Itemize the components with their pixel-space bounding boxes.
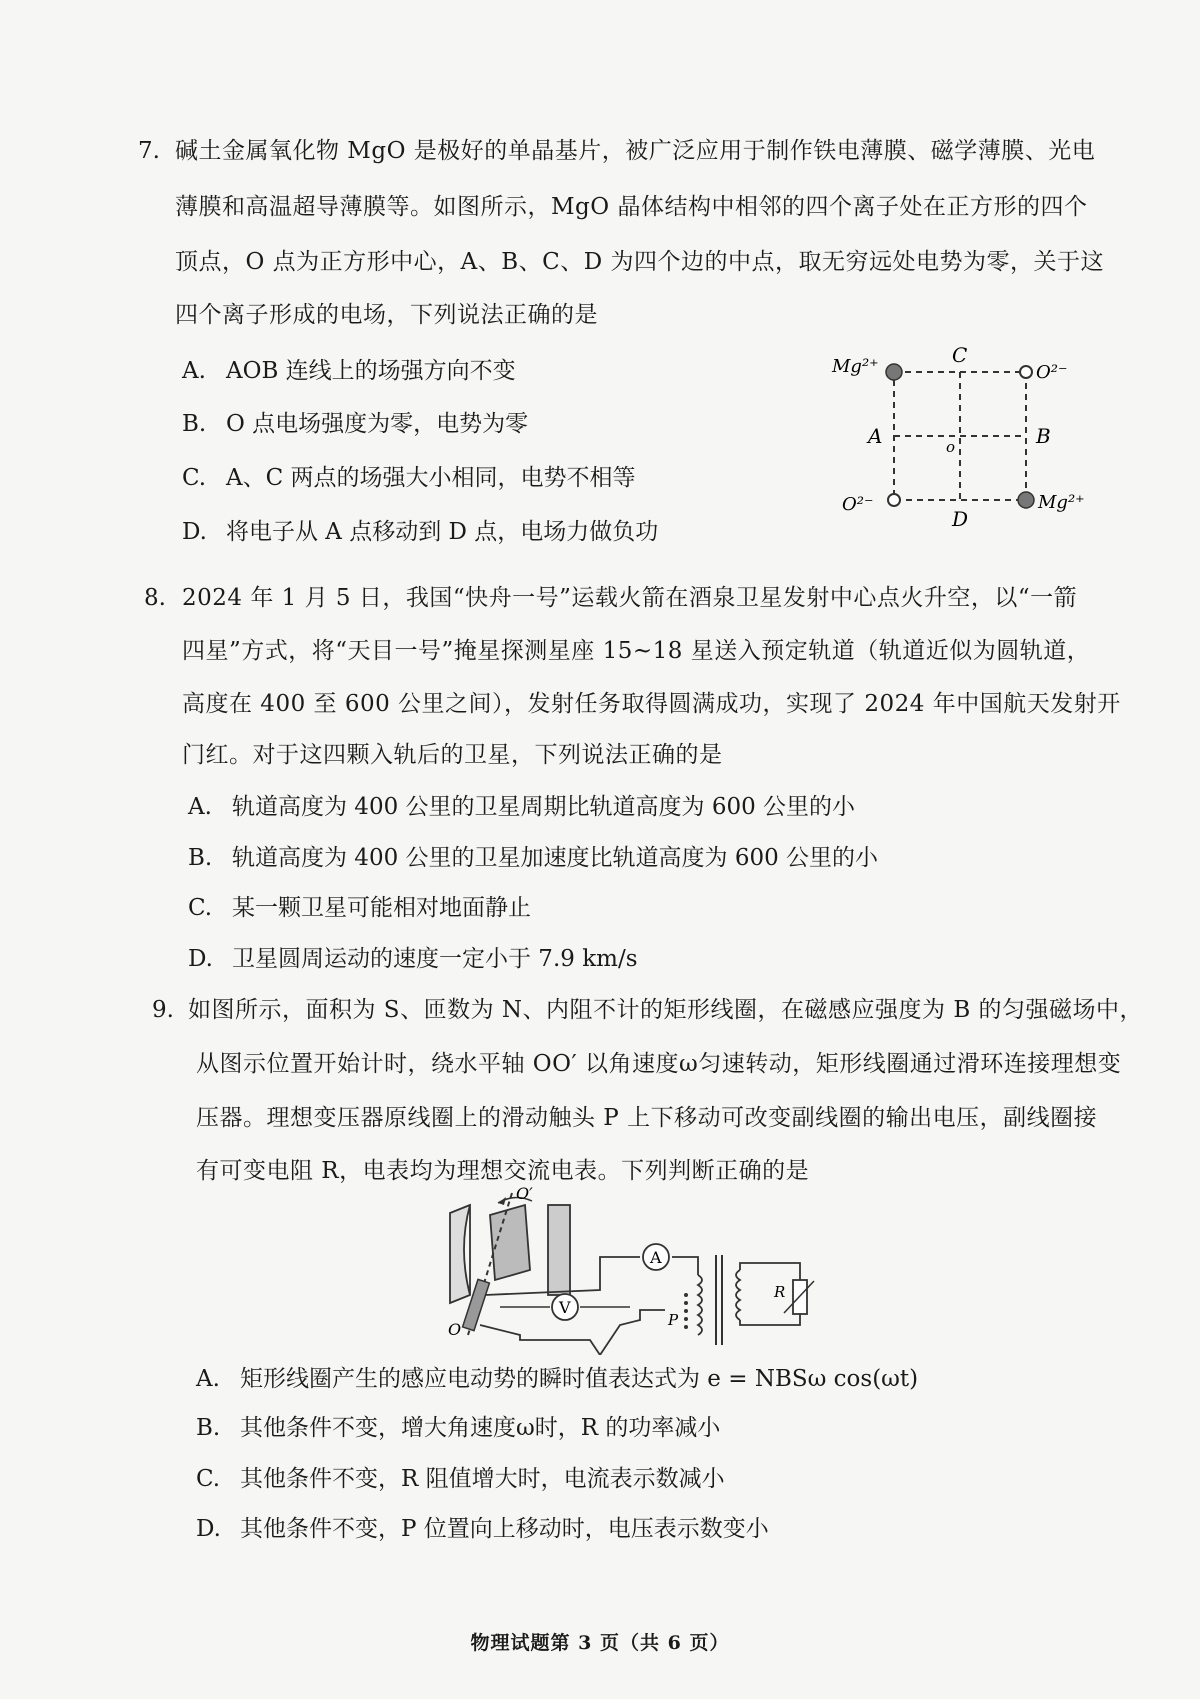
- q9-option-a-text: 矩形线圈产生的感应电动势的瞬时值表达式为 e = NBSω cos(ωt): [240, 1366, 919, 1392]
- q7-option-a-label: A.: [182, 358, 206, 384]
- q9-option-b-label: B.: [196, 1415, 221, 1441]
- magnet-left: [450, 1205, 470, 1303]
- q9-option-b: [196, 1413, 720, 1443]
- q9-option-c-label: C.: [196, 1466, 221, 1492]
- q7-option-c-label: C.: [182, 465, 207, 491]
- q7-option-c-text: A、C 两点的场强大小相同，电势不相等: [226, 465, 636, 491]
- q9-option-d: [196, 1514, 769, 1544]
- q8-option-a-label: A.: [188, 794, 212, 820]
- secondary-coil: [736, 1270, 740, 1320]
- label-top-right: O²⁻: [1036, 362, 1068, 383]
- q7-number: 7.: [138, 138, 160, 164]
- rotating-coil: [490, 1205, 530, 1280]
- q7-option-a: [182, 356, 516, 386]
- label-d: D: [952, 507, 969, 531]
- label-c: C: [952, 343, 968, 367]
- label-b: B: [1036, 424, 1051, 448]
- q9-line-1: 如图所示，面积为 S、匝数为 N、内阻不计的矩形线圈，在磁感应强度为 B 的匀强磁场中，: [188, 997, 1144, 1023]
- q8-line-4: 门红。对于这四颗入轨后的卫星，下列说法正确的是: [182, 742, 723, 768]
- q7-option-b-text: O 点电场强度为零，电势为零: [226, 411, 529, 437]
- secondary-wire: [740, 1263, 800, 1325]
- slider-p-label: P: [668, 1311, 679, 1329]
- q8-line-1: 2024 年 1 月 5 日，我国“快舟一号”运载火箭在酒泉卫星发射中心点火升空，以“一箭: [182, 585, 1078, 611]
- q9-option-a-label: A.: [196, 1366, 220, 1392]
- q9-figure: [440, 1185, 840, 1355]
- q8-option-d-text: 卫星圆周运动的速度一定小于 7.9 km/s: [232, 946, 638, 972]
- q9-option-a: [196, 1364, 918, 1394]
- q8-line-2: 四星”方式，将“天目一号”掩星探测星座 15~18 星送入预定轨道（轨道近似为圆轨道，: [182, 638, 1091, 664]
- magnet-right: [548, 1205, 570, 1295]
- axis-label-top: O′: [516, 1185, 533, 1203]
- resistor-label: R: [774, 1283, 786, 1301]
- q7-option-d-label: D.: [182, 519, 207, 545]
- q7-option-b: [182, 409, 528, 439]
- q7-option-d-text: 将电子从 A 点移动到 D 点，电场力做负功: [226, 519, 659, 545]
- q9-option-d-label: D.: [196, 1516, 221, 1542]
- q7-line-2: 薄膜和高温超导薄膜等。如图所示，MgO 晶体结构中相邻的四个离子处在正方形的四个: [175, 194, 1088, 220]
- axis-label-bottom: O: [448, 1320, 462, 1339]
- q9-line-2: 从图示位置开始计时，绕水平轴 OO′ 以角速度ω匀速转动，矩形线圈通过滑环连接理想变: [196, 1051, 1122, 1077]
- q8-option-d-label: D.: [188, 946, 213, 972]
- q8-option-b: [188, 843, 878, 873]
- primary-coil: [698, 1275, 702, 1335]
- q8-option-b-text: 轨道高度为 400 公里的卫星加速度比轨道高度为 600 公里的小: [232, 845, 879, 871]
- q8-option-c: [188, 893, 531, 923]
- q8-number: 8.: [144, 585, 166, 611]
- q8-option-d: [188, 944, 638, 974]
- q7-option-b-label: B.: [182, 411, 207, 437]
- mg-ion-top-left: [886, 364, 902, 380]
- q9-option-b-text: 其他条件不变，增大角速度ω时，R 的功率减小: [240, 1415, 721, 1441]
- q8-line-3: 高度在 400 至 600 公里之间），发射任务取得圆满成功，实现了 2024 年中国航天发射开: [182, 691, 1121, 717]
- q8-option-c-text: 某一颗卫星可能相对地面静止: [232, 895, 531, 921]
- wire-top-to-transformer: [672, 1257, 698, 1275]
- voltmeter-label: V: [559, 1298, 571, 1317]
- q9-option-c-text: 其他条件不变，R 阻值增大时，电流表示数减小: [240, 1466, 725, 1492]
- q9-line-3: 压器。理想变压器原线圈上的滑动触头 P 上下移动可改变副线圈的输出电压，副线圈接: [196, 1105, 1098, 1131]
- q7-line-4: 四个离子形成的电场，下列说法正确的是: [175, 302, 598, 328]
- q7-line-1: 碱土金属氧化物 MgO 是极好的单晶基片，被广泛应用于制作铁电薄膜、磁学薄膜、光电: [175, 138, 1096, 164]
- tap-points: [684, 1293, 688, 1329]
- mg-ion-bottom-right: [1018, 492, 1034, 508]
- q9-option-d-text: 其他条件不变，P 位置向上移动时，电压表示数变小: [240, 1516, 769, 1542]
- q7-option-d: [182, 517, 658, 547]
- q8-option-a: [188, 792, 855, 822]
- q7-option-c: [182, 463, 636, 493]
- rotation-arrow-head: [498, 1197, 506, 1205]
- label-bottom-left: O²⁻: [842, 494, 874, 515]
- label-bottom-right: Mg²⁺: [1038, 492, 1085, 513]
- label-top-left: Mg²⁺: [832, 356, 879, 377]
- q7-figure: [830, 340, 1120, 540]
- o-ion-bottom-left: [888, 494, 900, 506]
- q9-number: 9.: [152, 997, 174, 1023]
- q9-line-4: 有可变电阻 R，电表均为理想交流电表。下列判断正确的是: [196, 1158, 810, 1184]
- q7-option-a-text: AOB 连线上的场强方向不变: [226, 358, 516, 384]
- o-ion-top-right: [1020, 366, 1032, 378]
- q7-line-3: 顶点，O 点为正方形中心，A、B、C、D 为四个边的中点，取无穷远处电势为零，关于这: [175, 249, 1105, 275]
- q9-option-c: [196, 1464, 725, 1494]
- q8-option-b-label: B.: [188, 845, 213, 871]
- label-a: A: [868, 424, 883, 448]
- page-footer: 物理试题第 3 页（共 6 页）: [470, 1632, 730, 1654]
- q8-option-c-label: C.: [188, 895, 213, 921]
- label-o: o: [946, 438, 956, 456]
- q8-option-a-text: 轨道高度为 400 公里的卫星周期比轨道高度为 600 公里的小: [232, 794, 856, 820]
- ammeter-label: A: [650, 1248, 662, 1267]
